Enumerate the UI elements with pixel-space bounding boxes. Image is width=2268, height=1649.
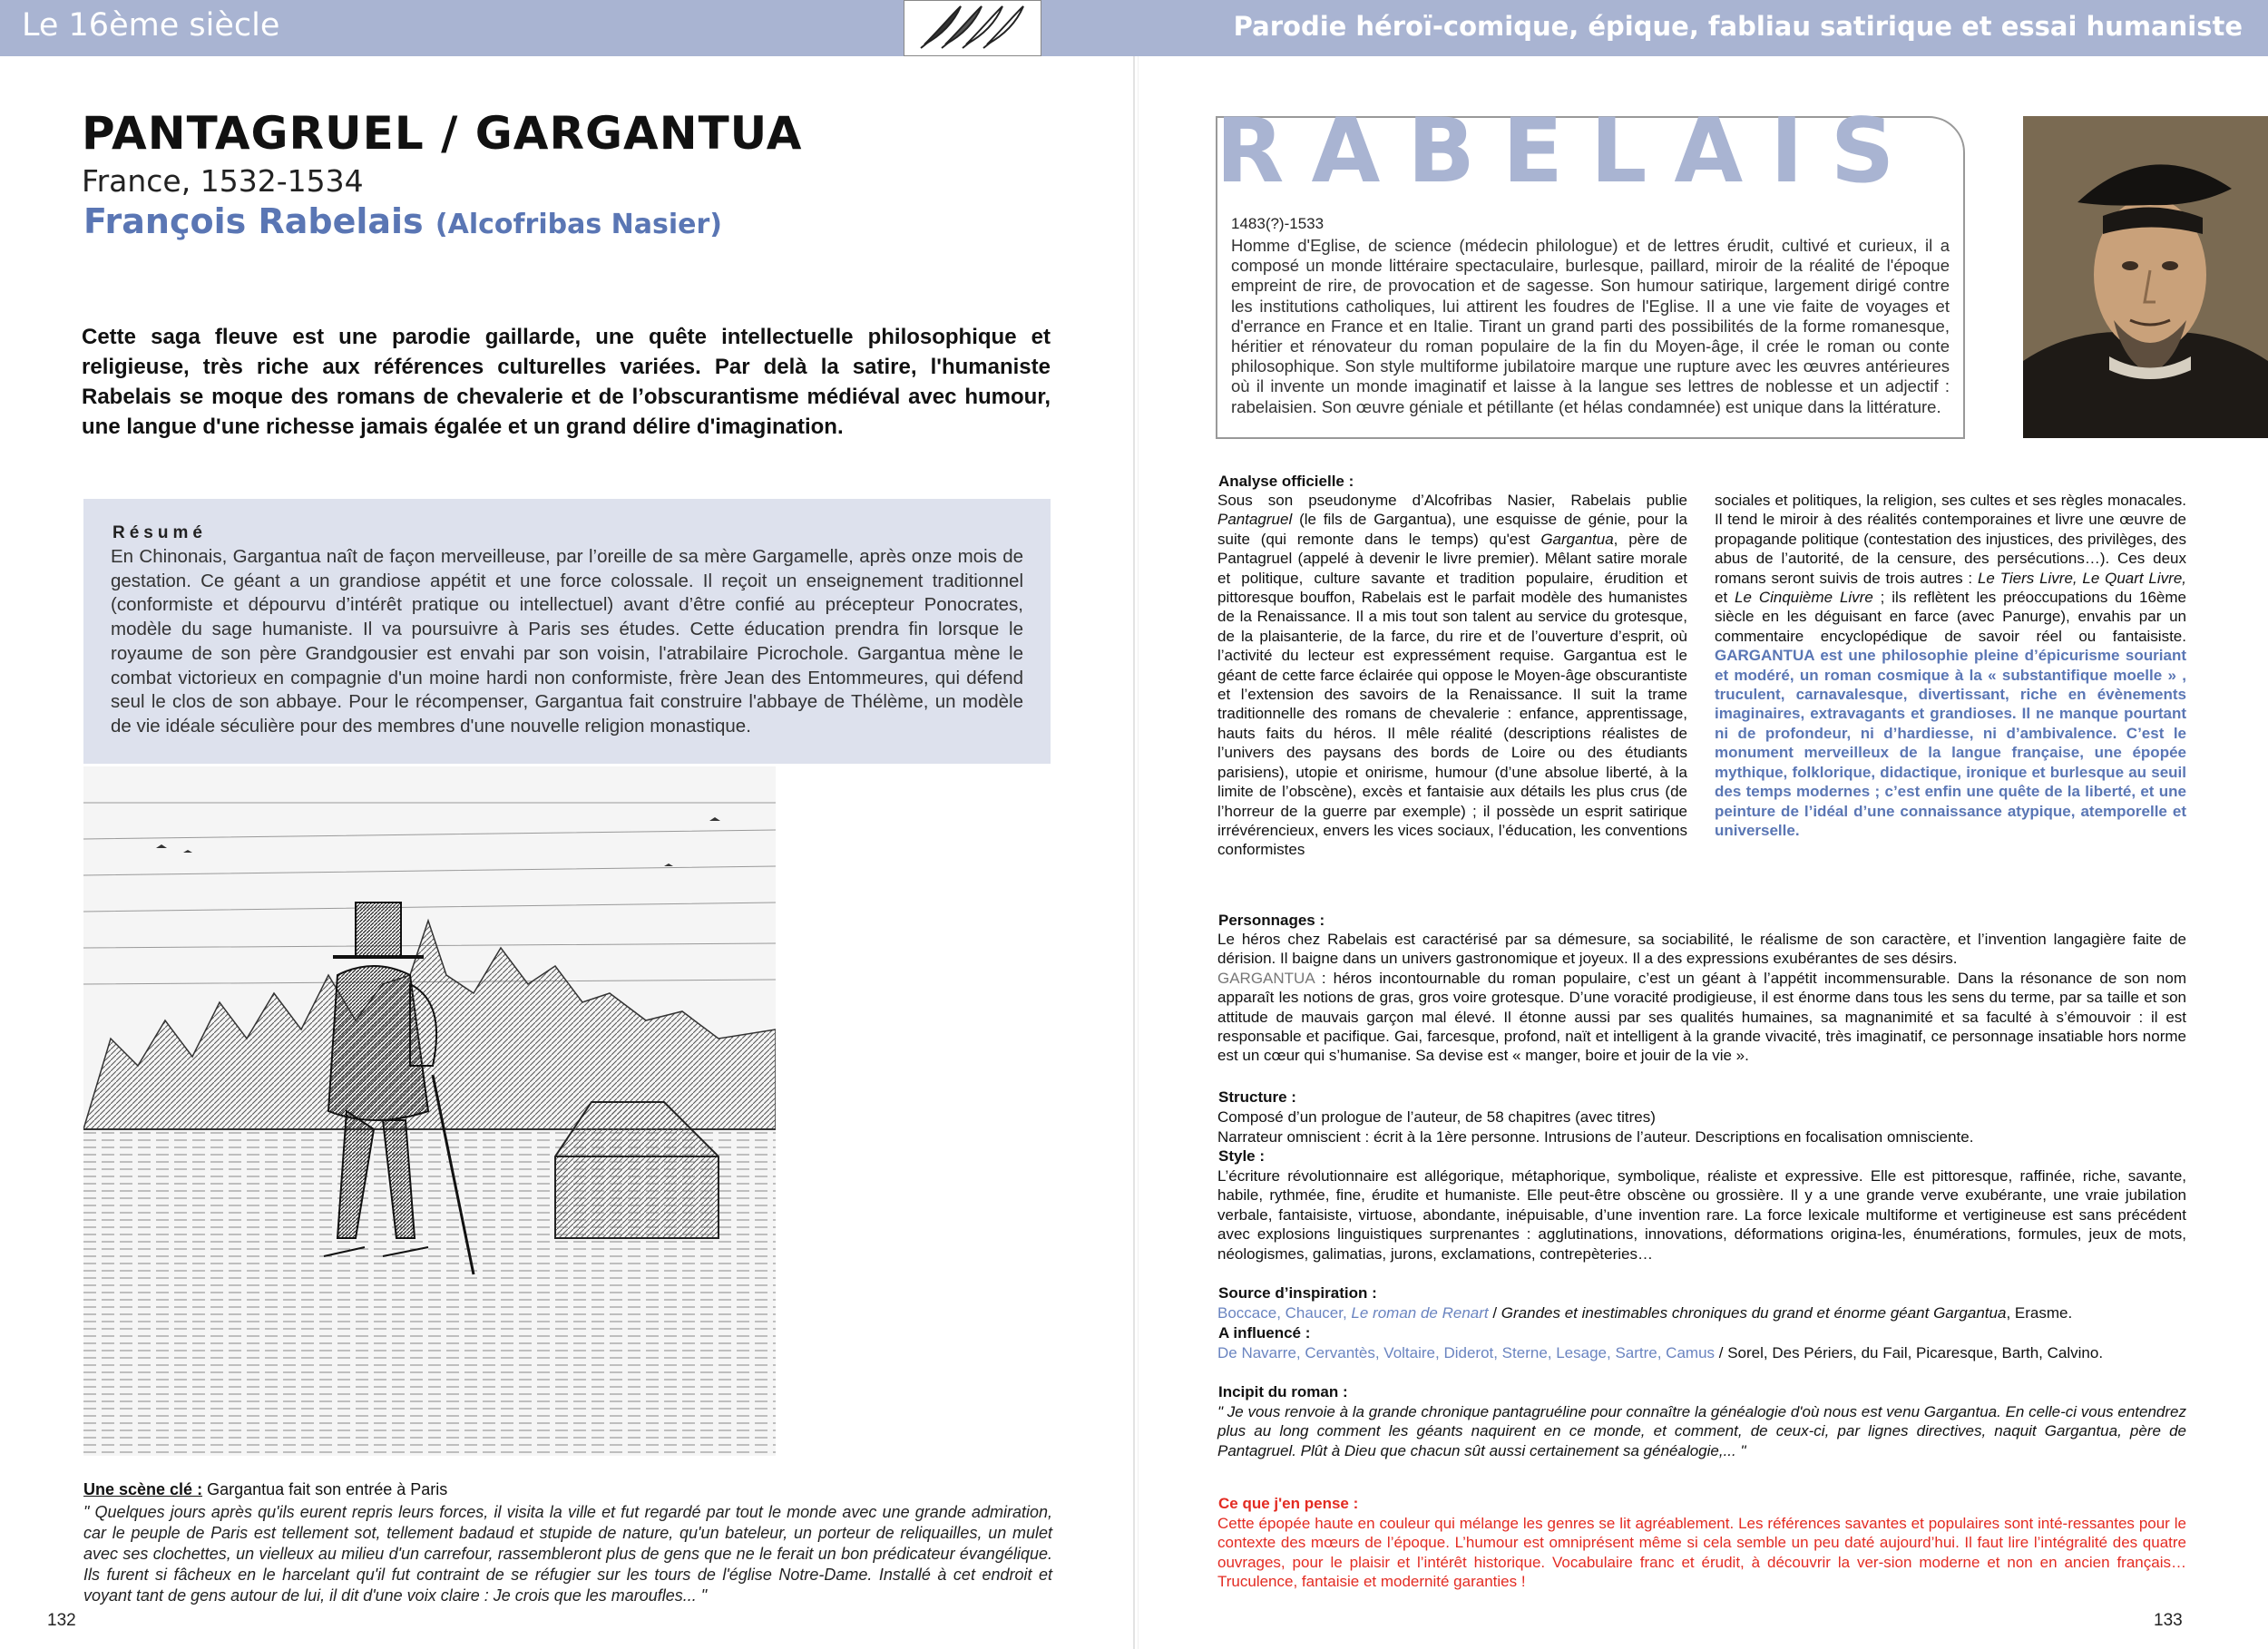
author-name: François Rabelais xyxy=(83,201,424,241)
source-label: Source d’inspiration : xyxy=(1218,1284,1377,1302)
analyse-column-1 xyxy=(1217,491,1687,860)
style-label: Style : xyxy=(1218,1147,1266,1165)
page-spine xyxy=(1133,56,1135,1649)
analyse-text: (le fils de Gargantua), une esquisse de génie, pour la suite (qui remonte dans le temps) qu'est xyxy=(1217,511,1687,548)
author-pseudonym: (Alcofribas Nasier) xyxy=(435,209,722,240)
page-number-right: 133 xyxy=(2154,1611,2183,1630)
title-cinquieme-livre: Le Cinquième Livre xyxy=(1735,589,1873,607)
source-authors: Boccace, Chaucer, xyxy=(1217,1304,1347,1322)
title-pantagruel: Pantagruel xyxy=(1217,511,1293,529)
header-century: Le 16ème siècle xyxy=(22,7,280,44)
scene-heading xyxy=(83,1480,447,1499)
analyse-text: ; ils reflètent les préoccupations du 16ème siècle en les déguisant en farce (avec Panurge), envahis par un commentaire encyclopédique de savoir réel ou fantaisiste. xyxy=(1715,589,2187,645)
resume-text: En Chinonais, Gargantua naît de façon merveilleuse, par l’oreille de sa mère Gargamelle, après onze mois de gestation. Ce géant a un grandiose appétit et une force colossale. Il reçoit un enseignement traditionnel (conformiste et dépourvu d’intérêt pratique ou intellectuel) avant d’être confié au précepteur Ponocrates, modèle du sage humaniste. Il va poursuivre à Paris ses études. Cette éducation prendra fin lorsque le royaume de son père Grandgousier est envahi par son voisin, l'atrabilaire Picrochole. Gargantua mène le combat victorieux en compagnie d'un moine hardi non conformiste, frère Jean des Entommeures, qui défend seul le clos de son abbaye. Pour le récompenser, Gargantua fait construire l'abbaye de Thélème, un modèle de vie idéale séculière pour des membres d'une nouvelle religion monastique. xyxy=(111,546,1023,737)
title-gargantua: Gargantua xyxy=(1540,530,1614,548)
analyse-highlight: GARGANTUA est une philosophie pleine d’épicurisme souriant et modéré, un roman cosmique à la « substantifique moelle » , truculent, carnavalesque, divertissant, riche en évènements imaginaires, extravagants et grandioses. Il ne manque pourtant ni de profondeur, ni d’hardiesse, ni d’ambivalence. C’est le monument merveilleux de la langue française, une épopée mythique, folklorique, didactique, ironique et burlesque au seuil des temps modernes ; c’est enfin une quête de la liberté, et une peinture de l’idéal d’une connaissance atypique, atemporelle et universelle. xyxy=(1715,647,2186,839)
scene-text: " Quelques jours après qu'ils eurent repris leurs forces, il visita la ville et fut regardé par tout le monde avec une grande admiration, car le peuple de Paris est tellement sot, tellement badaud et stupide de nature, qu'un bateleur, un porteur de reliquailles, un mulet avec ses clochettes, un vielleux au milieu d'un carrefour, rassembleront plus de gens que ne le ferait un bon prédicateur évangélique. Ils furent si fâcheux en le harcelant qu'il fut contraint de se réfugier sur les tours de l'église Notre-Dame. Installé à cet endroit et voyant tant de gens autour de lui, il dit d'une voix claire : Je crois que les maroufles... " xyxy=(83,1503,1052,1605)
title-sequels: Le Tiers Livre, Le Quart Livre, xyxy=(1977,569,2186,587)
analyse-text: sociales et politiques, la religion, ses cultes et ses règles monacales. Il tend le miroir à des réalités contemporaines et livre une œuvre de propagande politique (contestation des injustices, des privilèges, des abus de l’autorité, de la censure, des persécutions…). Ces deux romans seront suivis de trois autres : xyxy=(1715,492,2186,587)
structure-line-2: Narrateur omniscient : écrit à la 1ère personne. Intrusions de l’auteur. Descriptions en focalisation omnisciente. xyxy=(1217,1128,1974,1146)
source-roman-de-renart: Le roman de Renart xyxy=(1346,1304,1489,1322)
opinion-text: Cette épopée haute en couleur qui mélange les genres se lit agréablement. Les références savantes et populaires sont inté-ressantes pour le contexte des mœurs de l’époque. L’humour est omniprésent même si cela semble un peu daté aujourd’hui. Il faut lire l’intégralité des quatre ouvrages, pour le plaisir et l’intérêt historique. Vocabulaire franc et érudit, à découvrir la ver-sion moderne et non en ancien français… Truculence, fantaisie et modernité garanties ! xyxy=(1217,1515,2186,1591)
analyse-column-2 xyxy=(1715,491,2186,840)
bio-text: Homme d'Eglise, de science (médecin philologue) et de lettres érudit, cultivé et curieux, il a composé un monde littéraire spectaculaire, burlesque, paillard, miroir de la réalité de l'époque empreint de rire, de provocation et de sagesse. Son humour satirique, largement dirigé contre les institutions catholiques, lui attirent les foudres de l'Eglise. Il a une vie faite de voyages et d'errance en France et en Italie. Tirant un grand parti des possibilités de la forme romanesque, héritier et rénovateur du roman populaire de la fin du Moyen-âge, il crée le roman ou conte philosophique. Son style multiforme jubilatoire marque une rupture avec les œuvres antérieures où il invente un monde imaginatif et laisse à la langue ses lettres de noblesse et un adjectif : rabelaisien. Son œuvre géniale et pétillante (et hélas condamnée) est unique dans la littérature. xyxy=(1231,236,1950,416)
analyse-text: Sous son pseudonyme d’Alcofribas Nasier, Rabelais publie xyxy=(1217,492,1687,509)
personnages-intro: Le héros chez Rabelais est caractérisé par sa démesure, sa sociabilité, le réalisme de son caractère, et l’invention langagière faite de dérision. Il baigne dans un univers gastronomique et joyeux. Il a des expressions exubérantes de ses désirs. xyxy=(1217,931,2186,968)
influence-line xyxy=(1217,1343,2197,1362)
bio-years: 1483(?)-1533 xyxy=(1231,215,1325,232)
incipit-text: " Je vous renvoie à la grande chronique pantagruéline pour connaître la généalogie d'où nous est venu Gargantua. En celle-ci vous entendrez plus au long comment les géants naquirent en ce monde, et comment, de ceux-ci, par lignes directives, naquit Gargantua, père de Pantagruel. Plût à Dieu que chacun sût aussi certainement sa généalogie,... " xyxy=(1217,1403,2186,1459)
page-number-left: 132 xyxy=(47,1611,76,1630)
analyse-label: Analyse officielle : xyxy=(1218,473,1354,490)
book-origin: France, 1532-1534 xyxy=(82,163,364,199)
source-erasme: , Erasme. xyxy=(2006,1304,2073,1322)
structure-line-1: Composé d’un prologue de l’auteur, de 58 chapitres (avec titres) xyxy=(1217,1108,1656,1126)
source-separator: / xyxy=(1488,1304,1501,1322)
style-text: L’écriture révolutionnaire est allégorique, métaphorique, symbolique, réaliste et expressive. Elle est pittoresque, raffinée, riche, savante, habile, rythmée, fine, érudite et humaniste. Elle peut-être obscène ou grossière. Il y a une grande verve exubérante, une vraie jubilation verbale, fantaisiste, virtuose, abondante, inépuisable, d’une invention rare. La force lexicale multiforme et vertigineuse est sans précédent avec explosions linguistiques surprenantes : agglutinations, innovations, déformations origina-les, énumérations, formules, jeux de mots, néologismes, galimatias, jurons, exclamations, contrepèteries… xyxy=(1217,1167,2186,1263)
scene-label: Une scène clé : xyxy=(83,1480,203,1498)
author-portrait xyxy=(2023,116,2268,438)
opinion-label: Ce que j'en pense : xyxy=(1218,1495,1359,1512)
scene-title: Gargantua fait son entrée à Paris xyxy=(207,1480,448,1498)
source-chroniques: Grandes et inestimables chroniques du grand et énorme géant Gargantua xyxy=(1501,1304,2007,1322)
influence-label: A influencé : xyxy=(1218,1324,1311,1342)
header-genre: Parodie héroï-comique, épique, fabliau satirique et essai humaniste xyxy=(1233,11,2243,42)
author-line xyxy=(83,201,722,241)
bio-name: RABELAIS xyxy=(1216,100,1922,203)
intro-paragraph: Cette saga fleuve est une parodie gaillarde, une quête intellectuelle philosophique et religieuse, très riche aux références culturelles variées. Par delà la satire, l'humaniste Rabelais se moque des romans de chevalerie et de l’obscurantisme médiéval avec humour, une langue d'une richesse jamais égalée et un grand délire d'imagination. xyxy=(82,325,1051,439)
influenced-authors: De Navarre, Cervantès, Voltaire, Diderot, Sterne, Lesage, Sartre, Camus xyxy=(1217,1344,1716,1361)
analyse-text: , père de Pantagruel (appelé à devenir le livre premier). Mêlant satire morale et politique, culture savante et tradition populaire, érudition et pittoresque bouffon, Rabelais est le parfait modèle des humanistes de la Renaissance. Il a mis tout son talent au service du grotesque, de la plaisanterie, de la farce, du rire et de l’ouverture d’esprit, où l’activité du lecteur est expressément requise. Gargantua est le géant de cette farce éclairée qui oppose le Moyen-âge obscurantiste et l’extension des savoirs de la Renaissance. Il suit la trame traditionnelle des romans de chevalerie : enfance, apprentissage, hauts faits du héros. Il mêle réalité (descriptions réalistes de l’univers des paysans des bords de Loire ou des étudiants parisiens), utopie et onirisme, humour (d’une absolue liberté, à la limite de l’obscène), excès et fantaisie aux détails les plus crus (de l’horreur de la guerre par exemple) ; il possède un esprit satirique irrévérencieux, envers les vices sociaux, l’éducation, les conventions conformistes xyxy=(1217,530,1687,859)
quill-feathers-icon xyxy=(904,0,1041,56)
personnages-text xyxy=(1217,930,2186,1066)
personnages-label: Personnages : xyxy=(1218,912,1325,929)
analyse-text: et xyxy=(1715,589,1735,607)
gargantua-illustration xyxy=(83,766,776,1456)
structure-label: Structure : xyxy=(1218,1088,1296,1106)
influenced-others: / Sorel, Des Périers, du Fail, Picaresque, Barth, Calvino. xyxy=(1715,1344,2104,1361)
character-name: GARGANTUA xyxy=(1217,969,1315,987)
character-description: : héros incontournable du roman populaire, c’est un géant à l’appétit incommensurable. Dans la résonance de son nom apparaît les notions de gras, gros voire grotesque. D’une voracité prodigieuse, il est énorme dans tous les sens du terme, par sa taille et son attitude de mauvais garçon mal élevé. Il étonne aussi par ses qualités humaines, sa magnanimité et sa faculté à s’émouvoir : il est responsable et pacifique. Gai, farcesque, profond, naït et intelligent à la grande vivacité, très imaginatif, ce personnage insatiable hors norme est un cœur qui s’humanise. Sa devise est « manger, boire et jouir de la vie ». xyxy=(1217,969,2186,1065)
book-title: PANTAGRUEL / GARGANTUA xyxy=(82,107,803,160)
page-spine-shadow xyxy=(1138,56,1139,1649)
source-line xyxy=(1217,1303,2197,1322)
resume-title: Résumé xyxy=(112,523,207,542)
incipit-label: Incipit du roman : xyxy=(1218,1383,1348,1400)
